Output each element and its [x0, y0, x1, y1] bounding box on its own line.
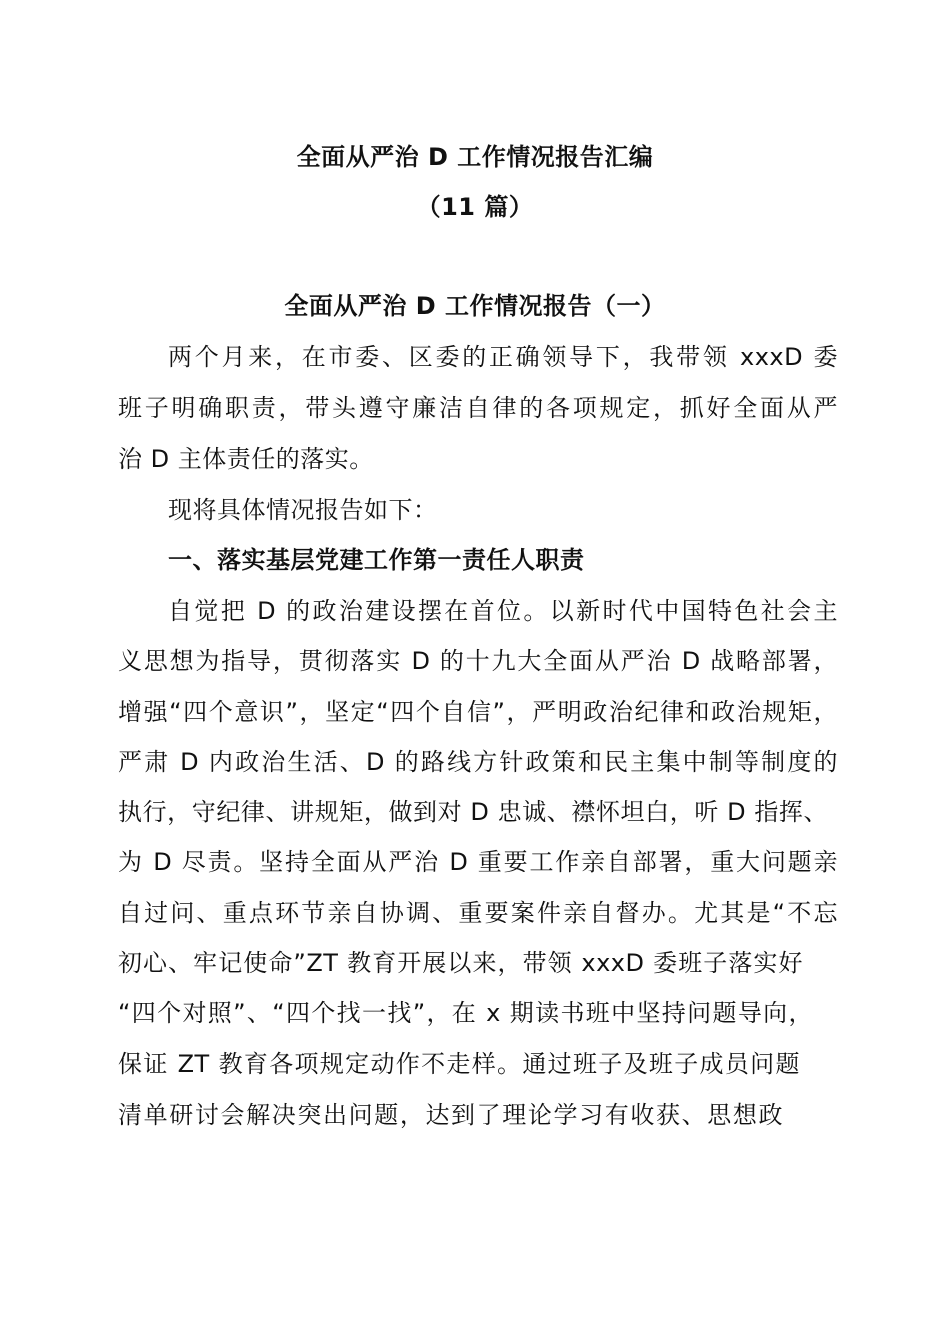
paragraph-line: 治 D 主体责任的落实。	[118, 445, 374, 473]
lead-in-line: 现将具体情况报告如下：	[168, 496, 438, 524]
paragraph-line: 自觉把 D 的政治建设摆在首位。以新时代中国特色社会主	[168, 597, 838, 625]
paragraph-line: 严肃 D 内政治生活、D 的路线方针政策和民主集中制等制度的	[118, 748, 838, 776]
section-heading: 一、落实基层党建工作第一责任人职责	[168, 546, 585, 574]
paragraph-line: “四个对照”、“四个找一找”，在 x 期读书班中坚持问题导向，	[118, 999, 813, 1027]
paragraph-line: 自过问、重点环节亲自协调、重要案件亲自督办。尤其是“不忘	[118, 899, 838, 927]
paragraph-line: 为 D 尽责。坚持全面从严治 D 重要工作亲自部署，重大问题亲	[118, 848, 838, 876]
paragraph-line: 增强“四个意识”，坚定“四个自信”，严明政治纪律和政治规矩，	[118, 698, 838, 726]
paragraph-line: 初心、牢记使命”ZT 教育开展以来，带领 xxxD 委班子落实好	[118, 949, 803, 977]
paragraph-line: 义思想为指导，贯彻落实 D 的十九大全面从严治 D 战略部署，	[118, 647, 838, 675]
document-title: 全面从严治 D 工作情况报告汇编	[296, 143, 654, 171]
paragraph-line: 清单研讨会解决突出问题，达到了理论学习有收获、思想政	[118, 1101, 783, 1129]
paragraph-line: 班子明确职责，带头遵守廉洁自律的各项规定，抓好全面从严	[118, 394, 838, 422]
paragraph-line: 执行，守纪律、讲规矩，做到对 D 忠诚、襟怀坦白，听 D 指挥、	[118, 798, 828, 826]
paragraph-line: 两个月来，在市委、区委的正确领导下，我带领 xxxD 委	[168, 343, 838, 371]
section-title: 全面从严治 D 工作情况报告（一）	[284, 292, 666, 320]
document-subtitle: （11 篇）	[416, 193, 534, 221]
paragraph-line: 保证 ZT 教育各项规定动作不走样。通过班子及班子成员问题	[118, 1050, 800, 1078]
